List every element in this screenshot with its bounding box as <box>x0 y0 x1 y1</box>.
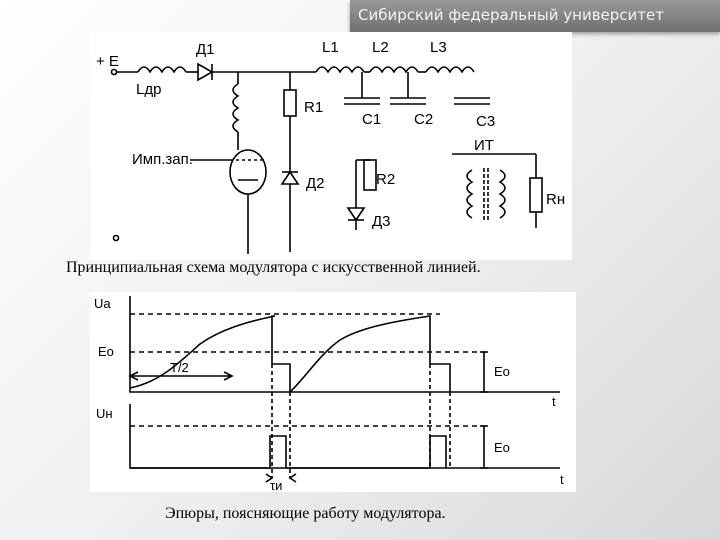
diode-d3 <box>348 208 364 220</box>
label-un: Uн <box>96 406 113 421</box>
resistor-r1 <box>284 90 296 116</box>
label-c1: C1 <box>362 111 382 128</box>
label-l1: L1 <box>322 39 339 56</box>
terminal-e <box>112 70 117 75</box>
load-pulses <box>130 436 446 468</box>
circuit-diagram <box>90 32 572 260</box>
label-r1: R1 <box>304 99 324 116</box>
university-name: Сибирский федеральный университет <box>358 6 664 24</box>
capacitor-c2 <box>390 98 426 104</box>
inductor-l3 <box>426 67 474 72</box>
header-bar <box>350 0 720 32</box>
diode-d1 <box>198 64 212 80</box>
terminal-ground <box>114 236 119 241</box>
inductor-l2 <box>370 67 418 72</box>
label-d2: Д2 <box>306 175 325 192</box>
label-l3: L3 <box>430 39 447 56</box>
thyratron-tube <box>230 150 266 194</box>
label-l2: L2 <box>372 39 389 56</box>
label-t-top: t <box>552 394 556 409</box>
label-rn: Rн <box>546 191 566 208</box>
label-r2: R2 <box>376 171 396 188</box>
capacitor-c3 <box>454 98 490 104</box>
transformer-secondary <box>500 170 505 218</box>
inductor-ldr <box>138 67 186 72</box>
label-imp: Имп.зап. <box>132 151 193 168</box>
label-eo-right-top: Eo <box>494 364 510 379</box>
circuit-caption: Принципиальная схема модулятора с искусственной линией. <box>66 259 481 276</box>
circuit-panel <box>90 32 572 260</box>
waveform-panel <box>90 292 576 492</box>
label-ua: Uа <box>94 296 111 311</box>
label-e: + E <box>96 53 119 70</box>
label-t2: T/2 <box>170 360 189 375</box>
label-c3: C3 <box>476 113 496 130</box>
label-eo-right-bottom: Eo <box>494 440 510 455</box>
diode-d2 <box>282 172 298 184</box>
waveform-caption: Эпюры, поясняющие работу модулятора. <box>165 505 446 522</box>
label-c2: C2 <box>414 111 434 128</box>
label-it: ИТ <box>474 137 494 154</box>
label-tau: τи <box>270 478 283 492</box>
label-d1: Д1 <box>196 41 215 58</box>
label-t-bottom: t <box>560 472 564 487</box>
resistor-rn <box>530 178 542 212</box>
resistor-r2 <box>364 160 376 190</box>
inductor-l1 <box>316 67 364 72</box>
capacitor-c1 <box>344 98 380 104</box>
transformer-primary <box>467 170 472 218</box>
anode-voltage-curve <box>130 316 450 392</box>
label-d3: Д3 <box>372 213 391 230</box>
label-ldr: Lдр <box>136 81 162 98</box>
waveform-diagram <box>90 292 576 492</box>
label-eo-left: Eo <box>98 344 114 359</box>
charging-coil <box>233 84 238 132</box>
